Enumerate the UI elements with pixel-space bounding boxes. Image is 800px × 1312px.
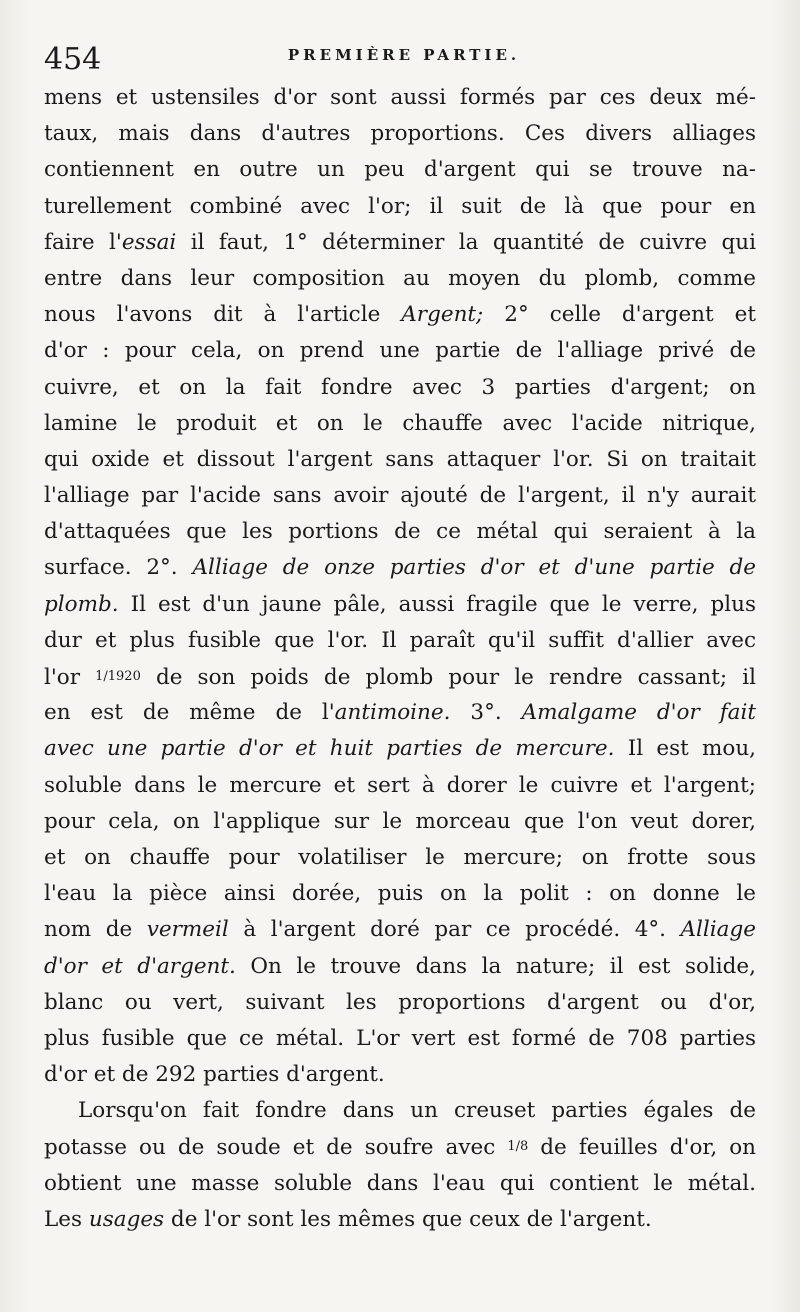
text-run: nous l'avons dit à l'article — [44, 302, 402, 328]
text-run: en est de même de l' — [44, 700, 335, 726]
text-run: faire l' — [44, 229, 122, 255]
text-line — [44, 695, 756, 731]
text-run: d'or : pour cela, on prend une partie de l'alliage privé de — [44, 338, 756, 364]
text-line — [44, 659, 756, 695]
italic-term: d'or et d'argent. — [44, 953, 236, 979]
text-run: de son poids de plomb pour le rendre cassant; il — [140, 665, 756, 690]
italic-term: Alliage — [680, 917, 756, 943]
text-line — [44, 152, 756, 188]
text-line — [44, 116, 756, 152]
text-line — [44, 1202, 756, 1238]
italic-term: avec une partie d'or et huit parties de mercure. — [44, 736, 615, 762]
text-line — [44, 514, 756, 550]
italic-term: Argent; — [401, 302, 484, 328]
text-line — [44, 985, 756, 1021]
italic-term: Amalgame d'or fait — [521, 700, 756, 726]
text-run: d'attaquées que les portions de ce métal qui seraient à la — [44, 519, 756, 545]
text-run: 3°. — [450, 700, 522, 726]
text-run: de feuilles d'or, on — [528, 1135, 756, 1161]
text-run: à l'argent doré par ce procédé. 4°. — [228, 917, 681, 943]
text-run: Il est d'un jaune pâle, aussi fragile que le verre, plus — [118, 591, 756, 617]
text-run: nom de — [44, 917, 147, 943]
text-run: 2° celle d'argent et — [483, 302, 756, 328]
text-run: taux, mais dans d'autres proportions. Ces divers alliages — [44, 121, 756, 147]
text-run: turellement combiné avec l'or; il suit de là que pour en — [44, 193, 756, 219]
text-line — [44, 731, 756, 767]
italic-term: Alliage de onze parties d'or et d'une partie de — [192, 555, 756, 581]
text-run: Les — [44, 1206, 89, 1232]
text-line — [44, 442, 756, 478]
text-run: pour cela, on l'applique sur le morceau que l'on veut dorer, — [44, 808, 756, 834]
text-line — [44, 333, 756, 369]
running-head: PREMIÈRE PARTIE. — [287, 46, 521, 64]
text-run: qui oxide et dissout l'argent sans attaquer l'or. Si on traitait — [44, 446, 756, 472]
italic-term: antimoine. — [334, 700, 451, 726]
text-line — [44, 189, 756, 225]
text-run: dur et plus fusible que l'or. Il paraît qu'il suffit d'allier avec — [44, 627, 756, 653]
text-run: obtient une masse soluble dans l'eau qui contient le métal. — [44, 1170, 756, 1196]
text-line — [44, 1129, 756, 1165]
text-run: lamine le produit et on le chauffe avec l'acide nitrique, — [44, 410, 756, 436]
text-line — [44, 1057, 756, 1093]
text-run: soluble dans le mercure et sert à dorer le cuivre et l'argent; — [44, 772, 756, 798]
page-header — [44, 40, 764, 80]
text-line — [44, 912, 756, 948]
text-line — [44, 949, 756, 985]
page-number: 454 — [44, 42, 102, 77]
text-run: On le trouve dans la nature; il est solide, — [235, 953, 756, 979]
text-line — [44, 1093, 756, 1129]
text-run: Il est mou, — [614, 736, 756, 762]
text-line — [44, 623, 756, 659]
text-run: et on chauffe pour volatiliser le mercure; on frotte sous — [44, 844, 756, 870]
text-line — [44, 297, 756, 333]
text-line — [44, 406, 756, 442]
text-run: entre dans leur composition au moyen du plomb, comme — [44, 265, 756, 291]
text-run: surface. 2°. — [44, 555, 193, 581]
text-run: cuivre, et on la fait fondre avec 3 parties d'argent; on — [44, 374, 756, 400]
fraction: 1/1920 — [95, 669, 141, 684]
italic-term: usages — [88, 1206, 165, 1232]
italic-term: plomb. — [44, 591, 119, 617]
text-line — [44, 478, 756, 514]
text-run: l'alliage par l'acide sans avoir ajouté de l'argent, il n'y aurait — [44, 483, 756, 509]
text-line — [44, 261, 756, 297]
text-line — [44, 1021, 756, 1057]
text-line — [44, 550, 756, 586]
text-line — [44, 370, 756, 406]
text-line — [44, 1166, 756, 1202]
text-run: Lorsqu'on fait fondre dans un creuset parties égales de — [78, 1098, 756, 1124]
text-line — [44, 876, 756, 912]
text-line — [44, 804, 756, 840]
text-run: l'or — [44, 665, 96, 690]
italic-term: essai — [121, 229, 177, 255]
text-run: mens et ustensiles d'or sont aussi formés par ces deux mé- — [44, 85, 756, 110]
text-run: plus fusible que ce métal. L'or vert est formé de 708 parties — [44, 1025, 756, 1051]
text-line — [44, 840, 756, 876]
text-run: de l'or sont les mêmes que ceux de l'argent. — [164, 1206, 652, 1232]
text-run: l'eau la pièce ainsi dorée, puis on la polit : on donne le — [44, 881, 756, 907]
text-run: contiennent en outre un peu d'argent qui se trouve na- — [44, 157, 756, 183]
body-text — [44, 80, 756, 1238]
text-run: il faut, 1° déterminer la quantité de cuivre qui — [176, 229, 756, 255]
text-line — [44, 80, 756, 116]
text-run: d'or et de 292 parties d'argent. — [44, 1062, 385, 1088]
text-line — [44, 225, 756, 261]
text-line — [44, 587, 756, 623]
text-run: blanc ou vert, suivant les proportions d'argent ou d'or, — [44, 989, 756, 1015]
text-line — [44, 768, 756, 804]
fraction: 1/8 — [507, 1139, 529, 1155]
italic-term: vermeil — [146, 917, 229, 943]
text-run: potasse ou de soude et de soufre avec — [44, 1135, 508, 1161]
